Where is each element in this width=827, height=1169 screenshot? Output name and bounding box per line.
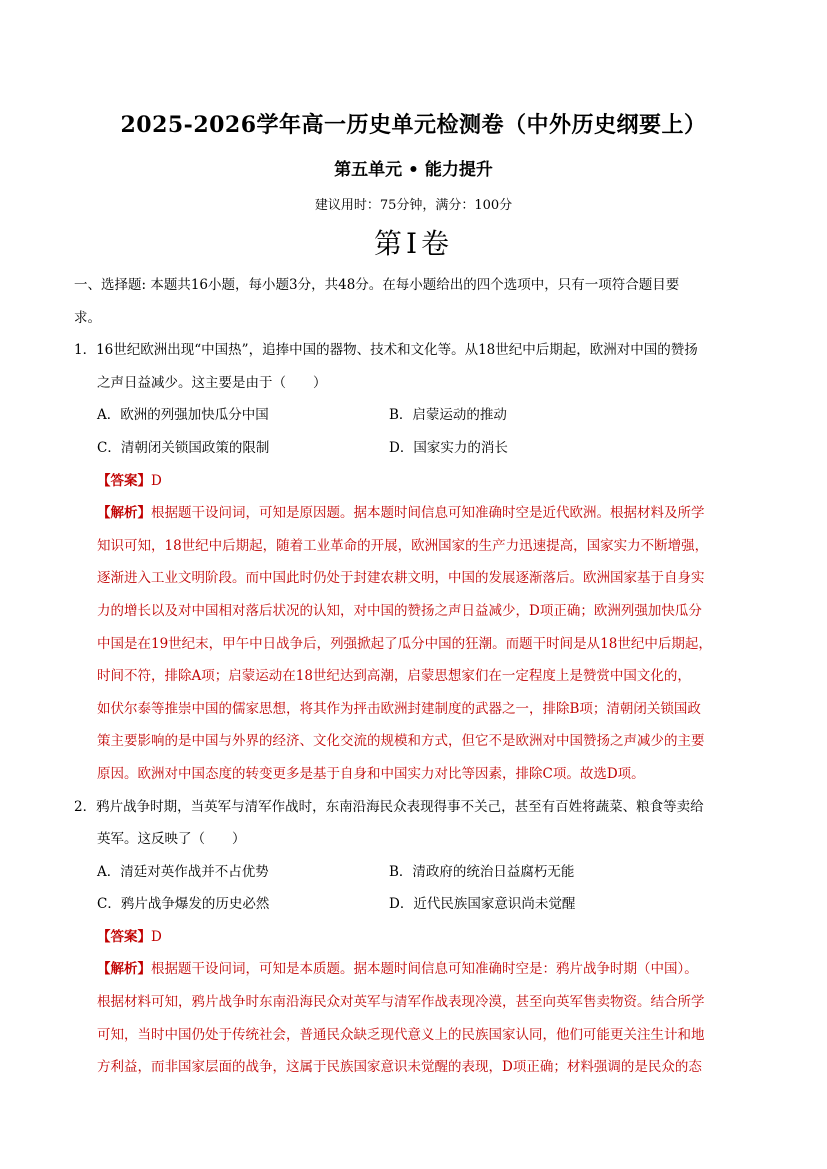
section-instruction: 一、选择题: 本题共16小题，每小题3分，共48分。在每小题给出的四个选项中，只有一项符合题目要 bbox=[74, 277, 680, 293]
analysis-text: 根据题干设问词，可知是原因题。据本题时间信息可知准确时空是近代欧洲。根据材料及所学 bbox=[151, 505, 705, 522]
question-1-options-row-1 bbox=[74, 399, 764, 432]
answer-value: D bbox=[151, 472, 162, 489]
answer-value: D bbox=[151, 928, 162, 945]
analysis-line: 时间不符，排除A项；启蒙运动在18世纪达到高潮，启蒙思想家们在一定程度上是赞赏中国文化的， bbox=[97, 668, 691, 685]
document-body bbox=[74, 269, 764, 1084]
analysis-line: 知识可知，18世纪中后期起，随着工业革命的开展，欧洲国家的生产力迅速提高，国家实力不断增强， bbox=[97, 537, 709, 554]
question-1-option-b: B．启蒙运动的推动 bbox=[389, 407, 507, 424]
answer-tag: 【答案】 bbox=[97, 928, 151, 945]
question-1-stem: 1．16世纪欧洲出现“中国热”，追捧中国的器物、技术和文化等。从18世纪中后期起，欧洲对中国的赞扬 bbox=[74, 342, 698, 359]
question-2-stem-cont: 英军。这反映了（ ） bbox=[97, 831, 246, 848]
question-1-option-c: C．清朝闭关锁国政策的限制 bbox=[97, 439, 270, 456]
analysis-line: 根据材料可知，鸦片战争时东南沿海民众对英军与清军作战表现冷漠，甚至向英军售卖物资。结合所学 bbox=[97, 994, 705, 1011]
time-info: 建议用时：75分钟，满分：100分 bbox=[314, 198, 513, 213]
question-1-options-row-2 bbox=[74, 432, 764, 465]
analysis-tag: 【解析】 bbox=[97, 961, 151, 978]
question-2-answer bbox=[74, 921, 764, 954]
analysis-line: 力的增长以及对中国相对落后状况的认知，对中国的赞扬之声日益减少，D项正确；欧洲列强加快瓜分 bbox=[97, 602, 702, 619]
question-2-options-row-1 bbox=[74, 856, 764, 889]
answer-tag: 【答案】 bbox=[97, 472, 151, 489]
question-2-option-d: D．近代民族国家意识尚未觉醒 bbox=[389, 896, 576, 913]
analysis-line: 如伏尔泰等推崇中国的儒家思想，将其作为抨击欧洲封建制度的武器之一，排除B项；清朝闭关锁国政 bbox=[97, 700, 701, 717]
question-2-stem: 2．鸦片战争时期，当英军与清军作战时，东南沿海民众表现得事不关己，甚至有百姓将蔬菜、粮食等卖给 bbox=[74, 798, 704, 815]
question-2-options-row-2 bbox=[74, 888, 764, 921]
analysis-tag: 【解析】 bbox=[97, 505, 151, 522]
question-1-stem-cont: 之声日益减少。这主要是由于（ ） bbox=[97, 374, 327, 391]
analysis-line: 原因。欧洲对中国态度的转变更多是基于自身和中国实力对比等因素，排除C项。故选D项。 bbox=[97, 765, 645, 782]
question-2-option-c: C．鸦片战争爆发的历史必然 bbox=[97, 896, 270, 913]
section-instruction-cont: 求。 bbox=[74, 309, 101, 326]
question-2-option-b: B．清政府的统治日益腐朽无能 bbox=[389, 863, 575, 880]
analysis-line: 策主要影响的是中国与外界的经济、文化交流的规模和方式，但它不是欧洲对中国赞扬之声减少的主要 bbox=[97, 733, 705, 750]
analysis-line: 方利益，而非国家层面的战争，这属于民族国家意识未觉醒的表现，D项正确；材料强调的是民众的态 bbox=[97, 1059, 702, 1076]
analysis-line: 逐渐进入工业文明阶段。而中国此时仍处于封建农耕文明，中国的发展逐渐落后。欧洲国家基于自身实 bbox=[97, 570, 705, 587]
question-1-option-a: A．欧洲的列强加快瓜分中国 bbox=[97, 407, 269, 424]
analysis-line: 中国是在19世纪末，甲午中日战争后，列强掀起了瓜分中国的狂潮。而题干时间是从18世纪中后期起， bbox=[97, 635, 712, 652]
analysis-line: 可知，当时中国仍处于传统社会，普通民众缺乏现代意义上的民族国家认同，他们可能更关注生计和地 bbox=[97, 1026, 705, 1043]
question-2-option-a: A．清廷对英作战并不占优势 bbox=[97, 863, 269, 880]
unit-subtitle: 第五单元 • 能力提升 bbox=[334, 160, 493, 180]
question-1-answer bbox=[74, 465, 764, 498]
question-2-analysis bbox=[74, 953, 764, 986]
analysis-text: 根据题干设问词，可知是本质题。据本题时间信息可知准确时空是：鸦片战争时期（中国）。 bbox=[151, 961, 698, 978]
document-title: 2025-2026学年高一历史单元检测卷（中外历史纲要上） bbox=[120, 112, 707, 138]
question-1-analysis bbox=[74, 497, 764, 530]
question-1-option-d: D．国家实力的消长 bbox=[389, 439, 508, 456]
volume-heading: 第Ⅰ卷 bbox=[373, 227, 454, 260]
